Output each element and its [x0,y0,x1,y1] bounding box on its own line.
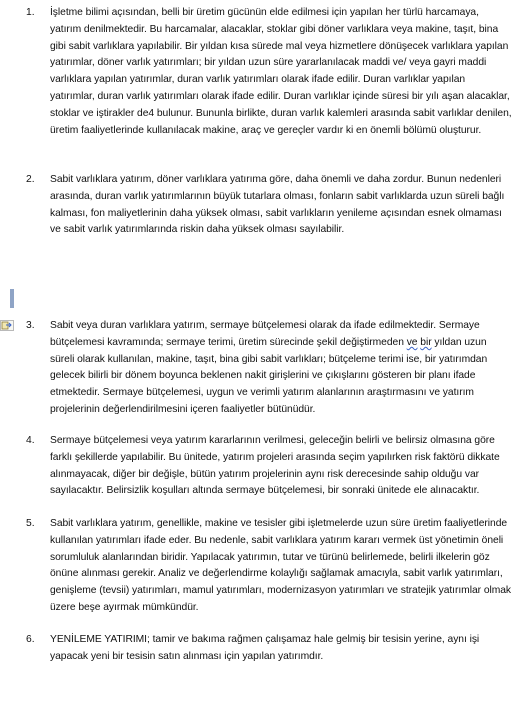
list-number: 3. [26,320,35,331]
spellcheck-flag: ve [406,336,418,348]
spellcheck-flag: bir [420,336,432,348]
list-number: 2. [26,174,35,185]
list-item-text: Sabit varlıklara yatırım, genellikle, makine ve tesisler gibi işletmelerde uzun süre üretim faaliyetlerinde kullanılan yatırımları ifade eder. Bu nedenle, sabit varlıklara yatırım kararı vermek üst yönetimin öneli sorumluluk alanlarından biridir. Yapılacak yatırımın, tutar ve türünü belirlemede, belirli ilkelerin göz önüne alınması gerekir. Analiz ve değerlendirme kolaylığı sağlamak amacıyla, sabit varlık yatırımları, genişleme (tevsii) yatırımları, mamul yatırımları, modernizasyon yatırımları ve stratejik yatırımlar olmak üzere beşe ayırmak mümkündür. [50,518,512,613]
list-number: 1. [26,7,35,18]
list-item-text: YENİLEME YATIRIMI; tamir ve bakıma rağmen çalışamaz hale gelmiş bir tesisin yerine, aynı işi yapacak yeni bir tesisin satın alınması için yapılan yatırımdır. [50,634,480,662]
list-item-text: Sabit varlıklara yatırım, döner varlıklara yatırıma göre, daha önemli ve daha zordur. Bunun nedenleri arasında, duran varlık yatırımlarının büyük tutarlara olması, fonların sabit varlıklarda uzun süreli bağlı kalması, fon maliyetlerinin daha yüksek olması, sabit varlıkların yenileme açısından esnek olmaması ve sabit varlık yatırımlarında riskin daha yüksek olması sayılabilir. [50,174,505,236]
paste-options-icon[interactable] [0,320,14,331]
list-number: 6. [26,634,35,645]
list-number: 5. [26,518,35,529]
list-item-text: Sermaye bütçelemesi veya yatırım kararlarının verilmesi, geleceğin belirli ve belirsiz olmasına göre farklı şekillerde yapılabilir. Bu ünitede, yatırım projeleri arasında seçim yapılırken risk faktörü dikkate alınmayacak, diğer bir değişle, bütün yatırım projelerinin aynı risk derecesinde sahip olduğu var sayılacaktır. Belirsizlik koşulları altında sermaye bütçelemesi, bir sonraki ünitede ele alınacaktır. [50,435,500,497]
list-item-text: İşletme bilimi açısından, belli bir üretim gücünün elde edilmesi için yapılan her türlü harcamaya, yatırım denilmektedir. Bu harcamalar, alacaklar, stoklar gibi döner varlıklara veya makine, taşıt, bina gibi sabit varlıklara yapılabilir. Bir yıldan kısa sürede mal veya hizmetlere dönüşecek varlıklara yapılan yatırımlar, döner varlık yatırımları; bir yıldan uzun süre yararlanılacak maddi ve/ veya gayri maddi varlıklara yapılan yatırımlar, duran varlık yatırımları olarak ifade edilir. Duran varlıklar yapılan yatırımlar, duran varlık yatırımları olarak ifade edilir. Duran varlıklar içinde süresi bir yılı aşan alacaklar, stoklar ve iştirakler de4 bulunur. Bununla birlikte, duran varlık kalemleri arasında sabit varlıklar denilen, üretim faaliyetlerinde kullanılacak makine, araç ve gereçler vardır ki en önemli bölümü oluşturur. [50,7,512,136]
list-number: 4. [26,435,35,446]
list-item-text: Sabit veya duran varlıklara yatırım, sermaye bütçelemesi olarak da ifade edilmektedir. Sermaye bütçelemesi kavramında; sermaye terimi, üretim sürecinde şekil değiştirmeden ve bir yıldan uzun süreli olarak kullanılan, makine, taşıt, bina gibi sabit varlıkları; bütçeleme terimi ise, bir yatırımdan gelecek bilirli bir dönem boyunca beklenen nakit girişlerini ve çıkışlarını gösteren bir planı ifade etmektedir. Sermaye bütçelemesi, uygun ve verimli yatırım alanlarının araştırmasını ve yatırım projelerinin değerlendirilmesini içeren faaliyetler bütünüdür. [50,320,488,415]
margin-selection-bar [10,289,14,308]
